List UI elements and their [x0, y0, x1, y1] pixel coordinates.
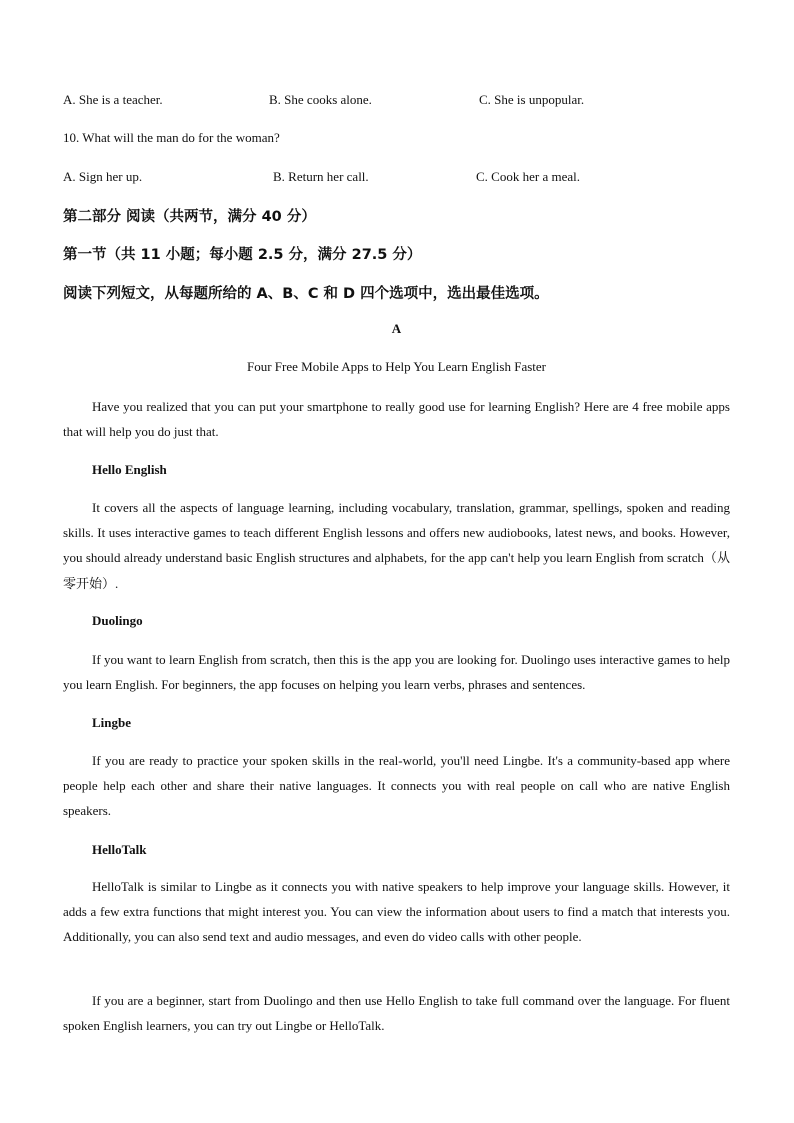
- q10-question: 10. What will the man do for the woman?: [63, 130, 280, 145]
- app-heading-duolingo: Duolingo: [92, 613, 143, 628]
- part-title: 第二部分 阅读（共两节，满分 40 分）: [63, 209, 316, 225]
- q10-option-a: A. Sign her up.: [63, 169, 143, 184]
- q9-option-a: A. She is a teacher.: [63, 92, 163, 107]
- passage-conclusion: If you are a beginner, start from Duolingo and then use Hello English to take full command over the language. For fluent spoken English learners, you can try out Lingbe or HelloTalk.: [63, 993, 730, 1034]
- app-text-duolingo: If you want to learn English from scratch, then this is the app you are looking for. Duolingo uses interactive games to help you learn English. For beginners, the app focuses on helping you learn verbs, phrases and sentences.: [63, 652, 730, 693]
- passage-intro: Have you realized that you can put your smartphone to really good use for learning English? Here are 4 free mobile apps that will help you do just that.: [63, 399, 730, 440]
- app-text-hellotalk: HelloTalk is similar to Lingbe as it connects you with native speakers to help improve your language skills. However, it adds a few extra functions that might interest you. You can view the information about users to find a match that interests you. Additionally, you can also send text and audio messages, and even do video calls with other people.: [63, 879, 730, 945]
- app-text-hello-english: It covers all the aspects of language learning, including vocabulary, translation, grammar, spellings, spoken and reading skills. It uses interactive games to teach different English lessons and offers new audiobooks, latest news, and books. However, you should already understand basic English structures and alphabets, for the app can't help you learn English from scratch（从零开始）.: [63, 500, 730, 591]
- q9-option-c: C. She is unpopular.: [479, 92, 585, 107]
- app-heading-hellotalk: HelloTalk: [92, 842, 147, 857]
- app-text-lingbe: If you are ready to practice your spoken skills in the real-world, you'll need Lingbe. It's a community-based app where people help each other and share their native languages. It connects you with real people on call who are native English speakers.: [63, 753, 730, 819]
- instruction: 阅读下列短文，从每题所给的 A、B、C 和 D 四个选项中，选出最佳选项。: [63, 286, 549, 302]
- q9-option-b: B. She cooks alone.: [269, 92, 372, 107]
- app-heading-hello-english: Hello English: [92, 462, 167, 477]
- q10-option-b: B. Return her call.: [273, 169, 369, 184]
- app-heading-lingbe: Lingbe: [92, 715, 132, 730]
- passage-label: A: [391, 321, 402, 336]
- subsection-title: 第一节（共 11 小题；每小题 2.5 分，满分 27.5 分）: [63, 247, 422, 263]
- passage-title: Four Free Mobile Apps to Help You Learn English Faster: [247, 359, 546, 374]
- q10-option-c: C. Cook her a meal.: [476, 169, 580, 184]
